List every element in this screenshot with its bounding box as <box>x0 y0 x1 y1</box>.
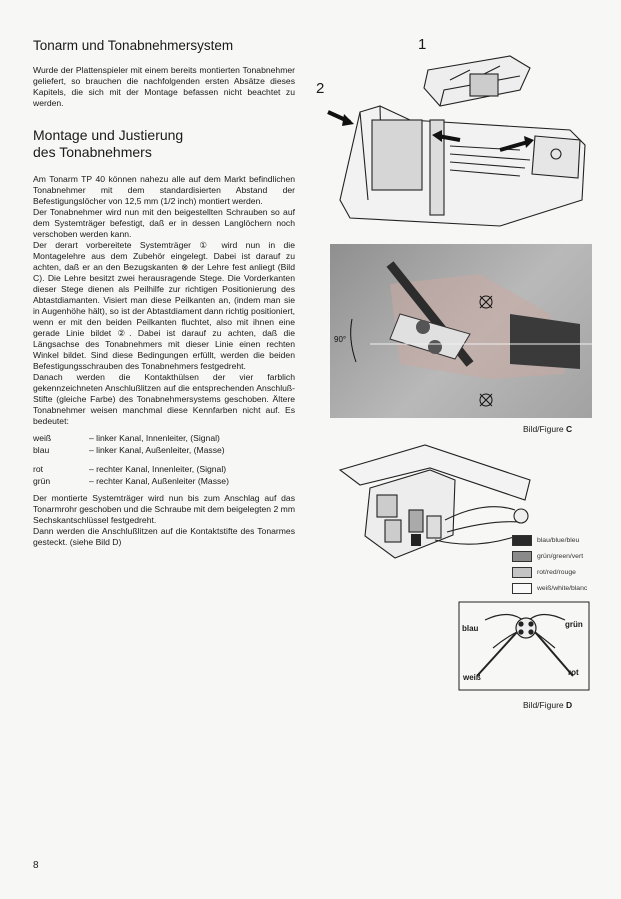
legend-item <box>512 581 587 596</box>
legend-swatch <box>512 551 532 562</box>
color-name: rot <box>33 464 44 474</box>
figure-label-2: 2 <box>316 80 325 97</box>
paragraph: Am Tonarm TP 40 können nahezu alle auf dem Markt befindlichen Tonabnehmer mit dem standardisierten Abstand der Befestigungslöcher von 12,5 mm (1/2 inch) montiert werden. <box>33 174 295 206</box>
figure-d-letter: D <box>566 700 573 710</box>
legend-swatch <box>512 583 532 594</box>
color-key-table <box>33 433 295 487</box>
wire-label-weiss: weiß <box>463 673 481 682</box>
paragraph: Der Tonabnehmer wird nun mit den beigestellten Schrauben so auf dem Systemträger befestigt, daß er in dessen Langlöchern noch verschoben werden kann. <box>33 207 295 239</box>
legend-label: rot/red/rouge <box>537 569 576 576</box>
section-title <box>33 127 295 161</box>
color-meaning: – rechter Kanal, Außenleiter (Masse) <box>89 475 229 486</box>
paragraph: Dann werden die Anschlußlitzen auf die Kontaktstifte des Tonarmes gesteckt. (siehe Bild D) <box>33 526 295 547</box>
section-title-line-1: Montage und Justierung <box>33 127 184 143</box>
figure-c-caption-prefix: Bild/Figure <box>523 424 566 434</box>
legend-swatch <box>512 567 532 578</box>
wire-label-gruen: grün <box>565 620 583 629</box>
figure-c-photo <box>330 244 592 418</box>
legend-item <box>512 533 587 548</box>
angle-label: 90° <box>334 335 347 344</box>
page-number: 8 <box>33 860 39 871</box>
color-name: blau <box>33 444 50 455</box>
legend-item <box>512 565 587 580</box>
color-name: grün <box>33 475 51 486</box>
legend-swatch <box>512 535 532 546</box>
section-title-line-2: des Tonabnehmers <box>33 144 152 160</box>
text-column <box>33 38 295 548</box>
paragraph: Der montierte Systemträger wird nun bis zum Anschlag auf das Tonarmrohr geschoben und die Schraube mit dem beigelegten 2 mm Sechskantschlüssel festgedreht. <box>33 493 295 525</box>
figure-d-caption-prefix: Bild/Figure <box>523 700 566 710</box>
gauge-illustration <box>320 50 600 230</box>
color-meaning: – linker Kanal, Außenleiter, (Masse) <box>89 444 225 455</box>
wire-label-rot: rot <box>568 668 579 677</box>
figure-c-caption <box>523 424 572 434</box>
legend-label: blau/blue/bleu <box>537 537 580 544</box>
figure-c-letter: C <box>566 424 573 434</box>
figure-d-caption <box>523 700 572 710</box>
color-meaning: – linker Kanal, Innenleiter, (Signal) <box>89 433 220 443</box>
wire-label-blau: blau <box>462 624 479 633</box>
headshell-wiring-illustration <box>335 440 535 580</box>
color-name: weiß <box>33 433 52 443</box>
figure-label-1: 1 <box>418 36 427 53</box>
paragraph: Der derart vorbereitete Systemträger ① wird nun in die Montagelehre aus dem Zubehör eingelegt. Dabei ist darauf zu achten, daß er an den Bezugskanten ⊗ der Lehre fest anliegt (Bild C). Die Lehre besitzt zwei herausragende Stege. Die Vorderkanten dieser Stege dienen als Peilhilfe zur richtigen Positionierung des Abtastdiamanten. Visiert man diese Peilkanten an, (indem man sie in Augenhöhe hält), so ist der Abtastdiament dann richtig positioniert, wenn er mit den beiden Peilkanten fluchtet, also mit ihnen eine gerade Linie bildet ②. Dabei ist darauf zu achten, daß die Längsachse des Tonabnehmers mit dieser Linie einen rechten Winkel bildet. Sind diese Bedingungen erfüllt, werden die beiden Befestigungsschrauben des Tonabnehmers festgedreht. <box>33 240 295 371</box>
instructions <box>33 174 295 427</box>
legend-label: weiß/white/blanc <box>537 585 588 592</box>
page-title: Tonarm und Tonabnehmersystem <box>33 38 234 53</box>
color-meaning: – rechter Kanal, Innenleiter, (Signal) <box>89 464 227 474</box>
legend-label: grün/green/vert <box>537 553 584 560</box>
intro-paragraph: Wurde der Plattenspieler mit einem bereits montierten Tonabnehmer geliefert, so brauchen die nachfolgenden ersten Absätze dieses Kapitels, die sich mit der Montage befassen nicht beachtet zu werden. <box>33 65 295 108</box>
paragraph: Danach werden die Kontakthülsen der vier farblich gekennzeichneten Anschlußlitzen auf die entsprechenden Anschluß-Stifte (gleiche Farbe) des Tonabnehmersystems geschoben. Ältere Tonabnehmer weisen manchmal diese Kennfarben nicht auf. Es bedeutet: <box>33 372 295 426</box>
wire-color-legend <box>512 533 587 597</box>
closing-text <box>33 493 295 548</box>
legend-item <box>512 549 587 564</box>
